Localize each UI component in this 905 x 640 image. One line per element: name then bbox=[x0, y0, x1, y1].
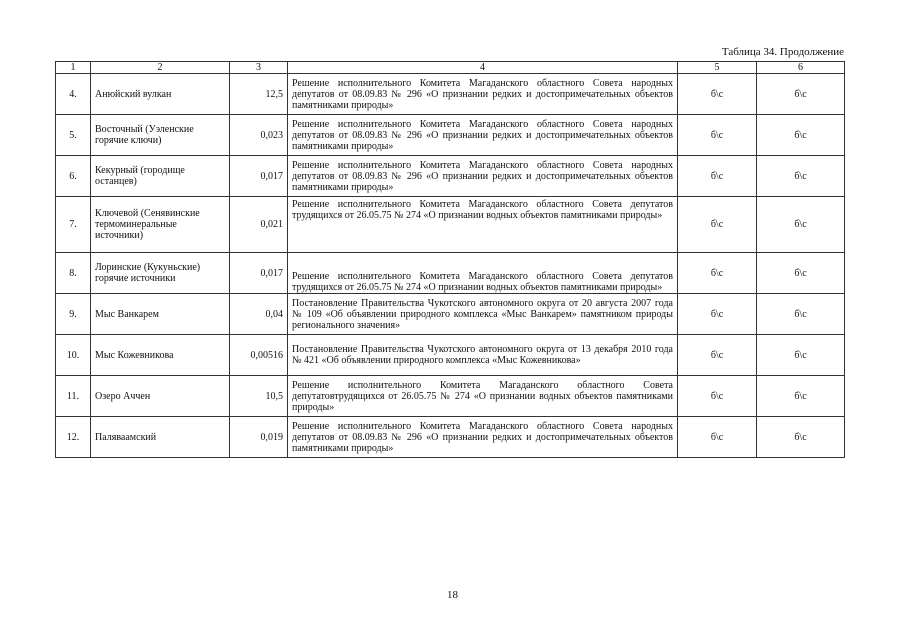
column-number: 6 bbox=[757, 62, 845, 74]
monument-name: Озеро Аччен bbox=[91, 376, 230, 417]
table-row bbox=[56, 74, 845, 115]
cell-col6: б\с bbox=[757, 376, 845, 417]
cell-col6: б\с bbox=[757, 156, 845, 197]
monument-name: Паляваамский bbox=[91, 417, 230, 458]
cell-col5: б\с bbox=[678, 253, 757, 294]
legal-document: Решение исполнительного Комитета Магаданского областного Совета депутатов трудящихся от 26.05.75 № 274 «О признании водных объектов памятниками природы» bbox=[288, 253, 678, 294]
monument-area: 0,019 bbox=[230, 417, 288, 458]
monument-area: 0,023 bbox=[230, 115, 288, 156]
monument-area: 10,5 bbox=[230, 376, 288, 417]
column-number: 1 bbox=[56, 62, 91, 74]
column-number: 3 bbox=[230, 62, 288, 74]
legal-document: Решение исполнительного Комитета Магаданского областного Совета народных депутатов от 08.09.83 № 296 «О признании редких и достопримечательных объектов памятниками природы» bbox=[288, 74, 678, 115]
row-number: 7. bbox=[56, 197, 91, 253]
monument-area: 0,021 bbox=[230, 197, 288, 253]
monument-area: 0,00516 bbox=[230, 335, 288, 376]
table-row bbox=[56, 417, 845, 458]
legal-document: Решение исполнительного Комитета Магаданского областного Совета депутатовтрудящихся от 26.05.75 № 274 «О признании водных объектов памятниками природы» bbox=[288, 376, 678, 417]
table-row bbox=[56, 335, 845, 376]
column-number: 5 bbox=[678, 62, 757, 74]
monument-area: 0,017 bbox=[230, 253, 288, 294]
cell-col6: б\с bbox=[757, 253, 845, 294]
monument-area: 0,017 bbox=[230, 156, 288, 197]
legal-document: Постановление Правительства Чукотского автономного округа от 13 декабря 2010 года № 421 «Об объявлении природного комплекса «Мыс Кожевникова» bbox=[288, 335, 678, 376]
cell-col5: б\с bbox=[678, 197, 757, 253]
table-row bbox=[56, 253, 845, 294]
monument-name: Анюйский вулкан bbox=[91, 74, 230, 115]
table-caption: Таблица 34. Продолжение bbox=[721, 46, 844, 58]
monument-name: Мыс Ванкарем bbox=[91, 294, 230, 335]
column-number: 4 bbox=[288, 62, 678, 74]
monument-name: Восточный (Уэленские горячие ключи) bbox=[91, 115, 230, 156]
legal-document: Решение исполнительного Комитета Магаданского областного Совета депутатов трудящихся от 26.05.75 № 274 «О признании водных объектов памятниками природы» bbox=[288, 197, 678, 253]
page-number: 18 bbox=[447, 589, 458, 601]
legal-document: Решение исполнительного Комитета Магаданского областного Совета народных депутатов от 08.09.83 № 296 «О признании редких и достопримечательных объектов памятниками природы» bbox=[288, 156, 678, 197]
row-number: 10. bbox=[56, 335, 91, 376]
table-row bbox=[56, 115, 845, 156]
monument-name: Ключевой (Сенявинские термоминеральные источники) bbox=[91, 197, 230, 253]
cell-col5: б\с bbox=[678, 115, 757, 156]
cell-col5: б\с bbox=[678, 74, 757, 115]
row-number: 5. bbox=[56, 115, 91, 156]
column-number-row bbox=[56, 62, 845, 74]
table-row bbox=[56, 197, 845, 253]
row-number: 8. bbox=[56, 253, 91, 294]
cell-col6: б\с bbox=[757, 74, 845, 115]
legal-document: Решение исполнительного Комитета Магаданского областного Совета народных депутатов от 08.09.83 № 296 «О признании редких и достопримечательных объектов памятниками природы» bbox=[288, 115, 678, 156]
row-number: 6. bbox=[56, 156, 91, 197]
row-number: 4. bbox=[56, 74, 91, 115]
cell-col5: б\с bbox=[678, 376, 757, 417]
monument-name: Лоринские (Кукуньские) горячие источники bbox=[91, 253, 230, 294]
monument-name: Кекурный (городище останцев) bbox=[91, 156, 230, 197]
table-row bbox=[56, 156, 845, 197]
cell-col5: б\с bbox=[678, 156, 757, 197]
row-number: 11. bbox=[56, 376, 91, 417]
cell-col6: б\с bbox=[757, 294, 845, 335]
legal-document: Постановление Правительства Чукотского автономного округа от 20 августа 2007 года № 109 «Об объявлении природного комплекса «Мыс Ванкарем» памятником природы регионального значения» bbox=[288, 294, 678, 335]
cell-col6: б\с bbox=[757, 417, 845, 458]
natural-monuments-table bbox=[55, 61, 845, 458]
monument-area: 0,04 bbox=[230, 294, 288, 335]
legal-document: Решение исполнительного Комитета Магаданского областного Совета народных депутатов от 08.09.83 № 296 «О признании редких и достопримечательных объектов памятниками природы» bbox=[288, 417, 678, 458]
row-number: 12. bbox=[56, 417, 91, 458]
monument-area: 12,5 bbox=[230, 74, 288, 115]
table-row bbox=[56, 294, 845, 335]
monument-name: Мыс Кожевникова bbox=[91, 335, 230, 376]
cell-col5: б\с bbox=[678, 294, 757, 335]
table-row bbox=[56, 376, 845, 417]
cell-col6: б\с bbox=[757, 335, 845, 376]
cell-col6: б\с bbox=[757, 115, 845, 156]
cell-col5: б\с bbox=[678, 417, 757, 458]
column-number: 2 bbox=[91, 62, 230, 74]
cell-col6: б\с bbox=[757, 197, 845, 253]
row-number: 9. bbox=[56, 294, 91, 335]
cell-col5: б\с bbox=[678, 335, 757, 376]
